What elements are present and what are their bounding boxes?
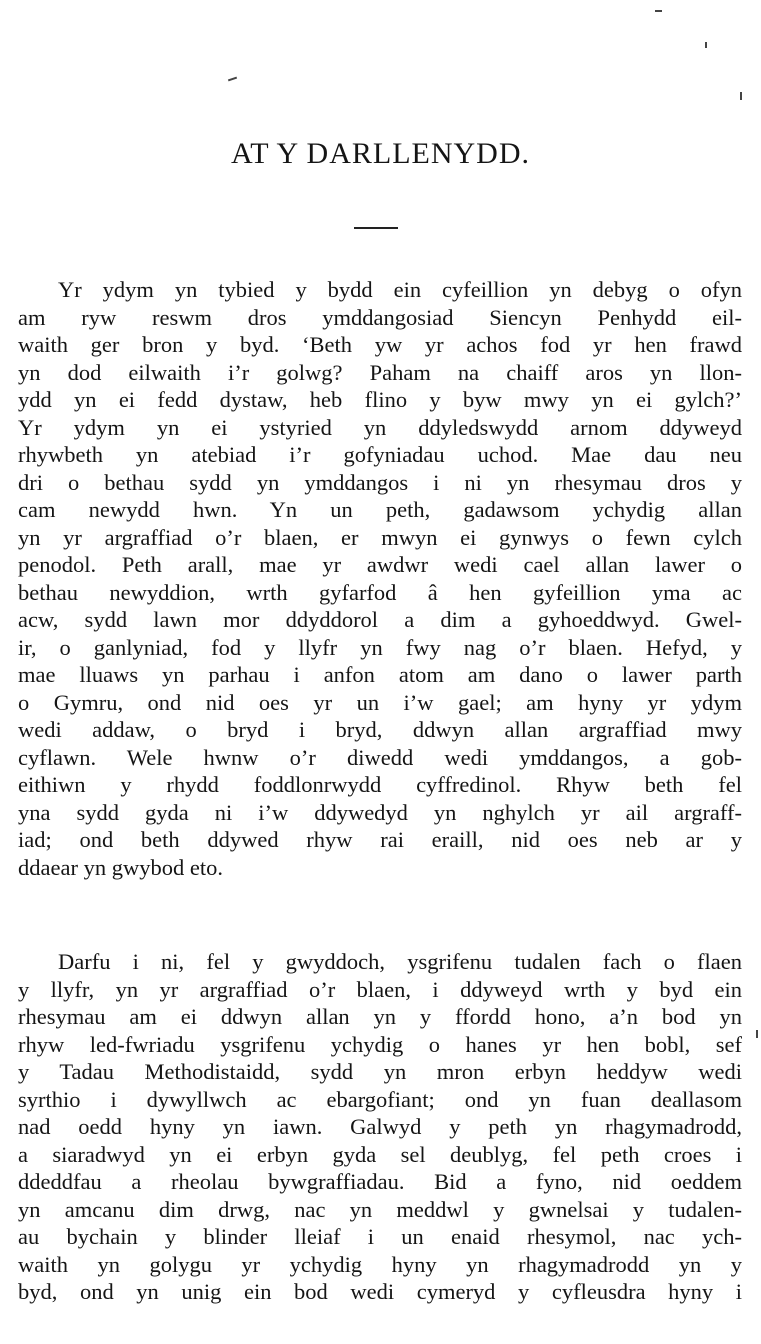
text-line: a siaradwyd yn ei erbyn gyda sel deublyg, fel peth croes i	[18, 1141, 742, 1167]
text-line: bethau newyddion, wrth gyfarfod â hen gyfeillion yma ac	[18, 579, 742, 605]
text-line: iad; ond beth ddywed rhyw rai eraill, nid oes neb ar y	[18, 827, 742, 852]
text-line: ddaear yn gwybod eto.	[18, 854, 223, 880]
text-line: waith yn golygu yr ychydig hyny yn rhagymadrodd yn y	[18, 1251, 742, 1277]
text-line: ir, o ganlyniad, fod y llyfr yn fwy nag o’r blaen. Hefyd, y	[18, 634, 742, 660]
text-line: mae lluaws yn parhau i anfon atom am dano o lawer parth	[18, 662, 742, 687]
text-line: dri o bethau sydd yn ymddangos i ni yn rhesymau dros y	[18, 469, 742, 495]
text-line: y llyfr, yn yr argraffiad o’r blaen, i ddyweyd wrth y byd ein	[18, 976, 742, 1002]
text-line: rhesymau am ei ddwyn allan yn y ffordd hono, a’n bod yn	[18, 1004, 742, 1029]
text-line: yna sydd gyda ni i’w ddywedyd yn nghylch yr ail argraff-	[18, 799, 742, 825]
text-line: syrthio i dywyllwch ac ebargofiant; ond yn fuan deallasom	[18, 1086, 742, 1112]
print-speck	[655, 10, 662, 12]
text-line: rhyw led-fwriadu ysgrifenu ychydig o hanes yr hen bobl, sef	[18, 1031, 742, 1057]
print-speck	[756, 1030, 758, 1038]
text-line: penodol. Peth arall, mae yr awdwr wedi cael allan lawer o	[18, 552, 742, 577]
text-line: acw, sydd lawn mor ddyddorol a dim a gyhoeddwyd. Gwel-	[18, 607, 742, 632]
text-line: Darfu i ni, fel y gwyddoch, ysgrifenu tudalen fach o flaen	[58, 949, 742, 974]
text-line: ydd yn ei fedd dystaw, heb flino y byw mwy yn ei gylch?’	[18, 387, 742, 412]
text-line: waith ger bron y byd. ‘Beth yw yr achos fod yr hen frawd	[18, 332, 742, 357]
text-line: Yr ydym yn tybied y bydd ein cyfeillion yn debyg o ofyn	[58, 277, 742, 302]
paragraph-2	[18, 948, 742, 1306]
text-line: o Gymru, ond nid oes yr un i’w gael; am hyny yr ydym	[18, 689, 742, 715]
text-line: ddeddfau a rheolau bywgraffiadau. Bid a fyno, nid oeddem	[18, 1169, 742, 1194]
text-line: au bychain y blinder lleiaf i un enaid rhesymol, nac ych-	[18, 1224, 742, 1249]
title-rule	[354, 227, 398, 229]
text-line: Yr ydym yn ei ystyried yn ddyledswydd arnom ddyweyd	[18, 414, 742, 440]
text-line: cam newydd hwn. Yn un peth, gadawsom ychydig allan	[18, 497, 742, 522]
text-line: y Tadau Methodistaidd, sydd yn mron erbyn heddyw wedi	[18, 1059, 742, 1084]
print-speck	[740, 92, 742, 100]
text-line: byd, ond yn unig ein bod wedi cymeryd y cyfleusdra hyny i	[18, 1279, 742, 1304]
text-line: eithiwn y rhydd foddlonrwydd cyffredinol. Rhyw beth fel	[18, 772, 742, 797]
page-title: AT Y DARLLENYDD.	[230, 137, 531, 170]
print-speck	[705, 42, 707, 48]
text-line: nad oedd hyny yn iawn. Galwyd y peth yn rhagymadrodd,	[18, 1114, 742, 1139]
text-line: rhywbeth yn atebiad i’r gofyniadau uchod. Mae dau neu	[18, 442, 742, 467]
text-line: yn dod eilwaith i’r golwg? Paham na chaiff aros yn llon-	[18, 359, 742, 385]
paragraph-1	[18, 276, 742, 881]
print-speck	[228, 77, 237, 82]
text-line: wedi addaw, o bryd i bryd, ddwyn allan argraffiad mwy	[18, 717, 742, 742]
text-line: yn amcanu dim drwg, nac yn meddwl y gwnelsai y tudalen-	[18, 1196, 742, 1222]
text-line: am ryw reswm dros ymddangosiad Siencyn Penhydd eil-	[18, 304, 742, 330]
text-line: yn yr argraffiad o’r blaen, er mwyn ei gynwys o fewn cylch	[18, 524, 742, 550]
text-line: cyflawn. Wele hwnw o’r diwedd wedi ymddangos, a gob-	[18, 744, 742, 770]
